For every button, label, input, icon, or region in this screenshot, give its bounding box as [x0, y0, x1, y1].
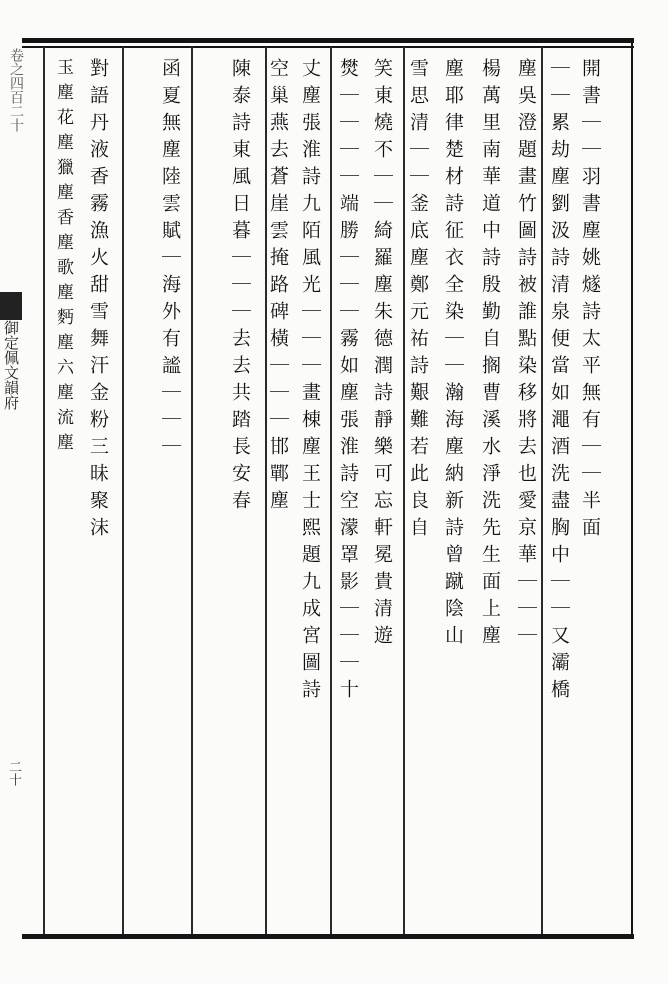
- text-column: 空巢燕去蒼崖雲掩路碑橫｜｜｜邯鄲塵: [267, 58, 289, 517]
- text-column: 對語丹液香霧漁火甜雪舞汗金粉三昧聚沫: [87, 58, 109, 544]
- text-column: 函夏無塵陸雲賦｜海外有謐｜｜｜: [159, 58, 181, 463]
- page-number: 二十: [6, 760, 21, 786]
- text-column: 塵吳澄題畫竹圖詩被誰點染移將去也愛京華｜｜｜: [515, 58, 537, 652]
- text-column: 陳泰詩東風日暮｜｜｜去去共踏長安春: [229, 58, 251, 517]
- column-rule: [541, 47, 543, 934]
- top-border: [22, 38, 634, 43]
- text-column: 燓｜｜｜｜端勝｜｜｜霧如塵張淮詩空濛罩影｜｜｜十: [337, 58, 359, 706]
- text-column: 塵耶律楚材詩征衣全染｜｜瀚海塵納新詩曾蹴陰山: [442, 58, 464, 652]
- column-rule: [43, 47, 45, 934]
- text-column: 開書｜｜羽書塵姚燧詩太平無有｜｜半面: [579, 58, 601, 544]
- text-column: 丈塵張淮詩九陌風光｜｜｜畫棟塵王士熙題九成宮圖詩: [299, 58, 321, 706]
- column-rule: [403, 47, 405, 934]
- right-border: [631, 38, 633, 939]
- text-column: 笑東燒不｜｜綺羅塵朱德潤詩靜樂可忘軒冕貴清遊: [371, 58, 393, 652]
- margin-text: 卷之四百二十: [8, 48, 24, 132]
- bottom-border: [22, 934, 634, 939]
- text-column: 雪思清｜｜釜底塵鄭元祐詩艱難若此良自: [407, 58, 429, 544]
- column-rule: [191, 47, 193, 934]
- column-rule: [122, 47, 124, 934]
- margin-book-title: 御定佩文韻府: [2, 320, 20, 410]
- column-rule: [330, 47, 332, 934]
- margin-black-mark: [0, 292, 22, 320]
- text-column: 楊萬里南華道中詩殷勤自搁曹溪水淨洗先生面上塵: [479, 58, 501, 652]
- text-column: ｜｜累劫塵劉汲詩清泉便當如澠酒洗盡胸中｜｜又灞橋: [548, 58, 570, 706]
- text-column: 玉塵花塵獵塵香塵歌塵麪塵六塵流塵: [53, 58, 73, 458]
